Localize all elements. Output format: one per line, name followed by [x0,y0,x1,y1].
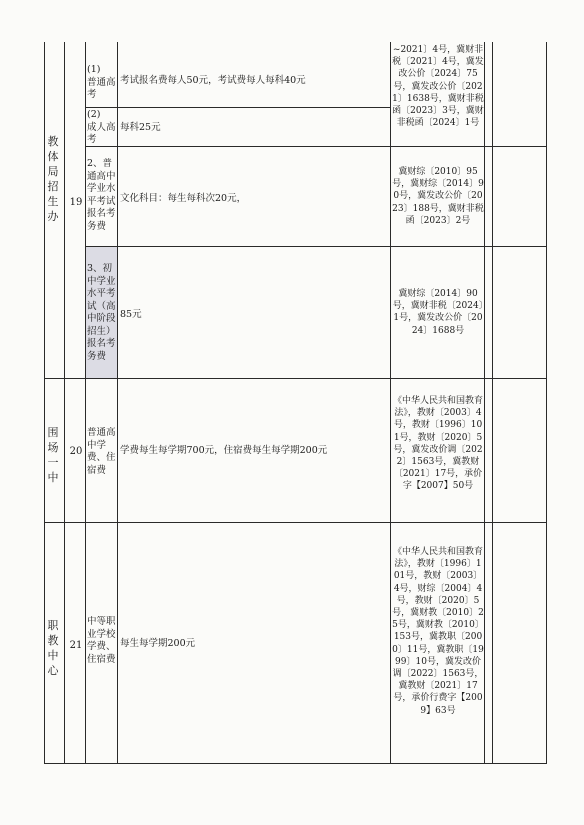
col-divider-dept [64,42,65,764]
row-line-sub1-bottom [85,107,390,108]
standard-cell: 每科25元 [120,122,161,133]
basis-cell: 《中华人民共和国教育法》，教财〔2003〕4号，教财〔1996〕101号，教财〔2020〕5号，冀发改价调〔2022〕1563号，冀教财〔2021〕17号，承价字【2007】50号 [392,396,483,492]
row-number: 19 [69,197,83,208]
col-divider-number [85,42,86,764]
basis-cell: ~2021〕4号，冀财非税〔2021〕4号，冀发改公价〔2024〕75号，冀发改公价〔2021〕1638号，冀财非税函〔2023〕3号，冀财非税函〔2024〕1号 [392,45,484,129]
item-cell: 普通高中学费、住宿费 [87,427,116,476]
basis-cell: 《中华人民共和国教育法》，教财〔1996〕101号，教财〔2003〕4号，财综〔2004〕4号，教财〔2020〕5号，冀财教〔2010〕25号，冀财教〔2010〕153号，冀教职〔2000〕11号，冀教职〔1999〕10号，冀发改价调〔2022〕1563号，冀教财〔2021〕17号，承价行费字【2009】63号 [392,547,484,716]
table-border-right [546,42,547,764]
col-divider-remark [492,42,493,764]
basis-cell: 冀财综〔2014〕90号，冀财非税〔2024〕1号，冀发改公价〔2024〕1688号 [392,289,484,336]
row-line-sub2-bottom [85,146,546,147]
item-cell: (1) 普通高考 [87,64,116,100]
standard-cell: 文化科目：每生每科次20元， [120,193,247,204]
department-cell: 教体局招生办 [47,135,59,223]
row-line-sub3-bottom [85,246,546,247]
standard-cell: 每生每学期200元 [120,638,196,649]
item-cell: 3、初中学业水平考试（高中阶段招生）报名考务费 [87,263,116,362]
row-number: 21 [69,640,83,651]
item-cell: 中等职业学校学费、住宿费 [87,616,116,665]
standard-cell: 考试报名费每人50元，考试费每人每科40元 [120,75,306,86]
department-cell: 围场一中 [47,426,59,484]
row-number: 20 [69,446,83,457]
row-line-19-bottom [44,378,546,379]
department-cell: 职教中心 [47,619,59,677]
standard-cell: 85元 [120,309,142,320]
table-border-bottom [44,763,546,764]
col-divider-item [117,42,118,764]
row-line-20-bottom [44,522,546,523]
item-cell: (2) 成人高考 [87,109,116,145]
item-cell: 2、普通高中学业水平考试报名考务费 [87,158,116,232]
col-divider-basis [484,42,485,764]
col-divider-standard [390,42,391,764]
basis-cell: 冀财综〔2010〕95号，冀财综〔2014〕90号，冀发改公价〔2023〕188号，冀财非税函〔2023〕2号 [392,167,484,226]
standard-cell: 学费每生每学期700元，住宿费每生每学期200元 [120,445,328,456]
table-border-left [44,42,45,764]
